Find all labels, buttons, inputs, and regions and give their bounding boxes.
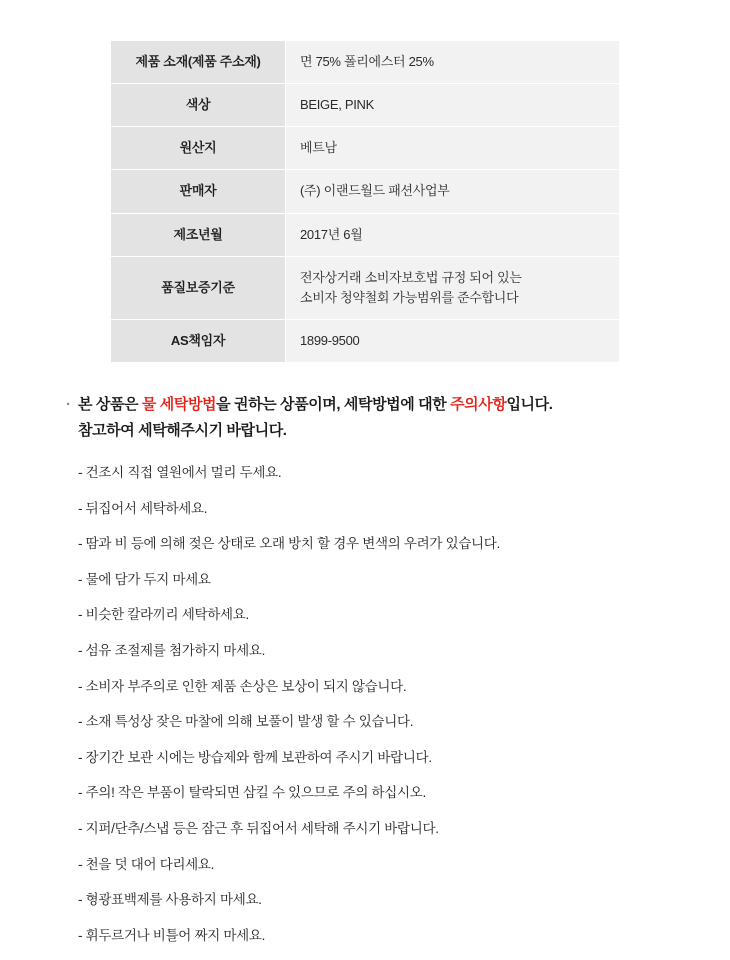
notice-text-part-2: 을 권하는 상품이며, 세탁방법에 대한 [216,396,451,413]
table-row [111,170,620,213]
list-item: - 소재 특성상 잦은 마찰에 의해 보풀이 발생 할 수 있습니다. [78,714,414,730]
product-spec-table [110,40,620,363]
spec-label-color: 색상 [111,84,286,127]
list-item: - 건조시 직접 열원에서 멀리 두세요. [78,465,282,480]
spec-label-seller: 판매자 [111,170,286,213]
notice-highlight-wash-method: 물 세탁방법 [141,396,217,413]
product-spec-table-container [110,40,620,363]
spec-value-line: 베트남 [300,140,337,156]
list-item: - 소비자 부주의로 인한 제품 손상은 보상이 되지 않습니다. [78,678,407,694]
spec-label-origin: 원산지 [111,127,286,170]
care-instruction-list [78,462,698,960]
spec-value-manufacture-date [286,213,620,256]
list-item: - 섬유 조절제를 첨가하지 마세요. [78,642,266,658]
spec-value-line: 전자상거래 소비자보호법 규정 되어 있는 [300,269,522,285]
spec-value-quality-warranty [286,256,620,319]
table-row [111,84,620,127]
spec-value-as-manager [286,319,620,362]
spec-label-quality-warranty: 품질보증기준 [111,256,286,319]
spec-value-color [286,84,620,127]
spec-value-line: 1899-9500 [300,332,360,348]
care-notice-line-2: 참고하여 세탁해주시기 바랍니다. [78,422,287,440]
list-item: - 형광표백제를 사용하지 마세요. [78,892,262,908]
table-row [111,213,620,256]
spec-value-line: 소비자 청약철회 가능범위를 준수합니다 [300,289,519,305]
care-notice-heading [66,392,686,445]
spec-value-line: BEIGE, PINK [300,97,375,113]
list-item: - 물에 담가 두지 마세요 [78,571,211,587]
notice-text-part-3: 입니다. [506,396,553,413]
spec-value-origin [286,127,620,170]
list-item: - 지퍼/단추/스냅 등은 잠근 후 뒤집어서 세탁해 주시기 바랍니다. [78,820,439,836]
list-item: - 땀과 비 등에 의해 젖은 상태로 오래 방치 할 경우 변색의 우려가 있습니다. [78,536,500,552]
list-item: - 주의! 작은 부품이 탈락되면 삼킬 수 있으므로 주의 하십시오. [78,785,426,801]
bullet-icon: · [66,396,71,413]
notice-text-part-1: 본 상품은 [78,396,142,413]
care-notice-line-1 [66,392,686,445]
table-row [111,41,620,84]
notice-highlight-caution: 주의사항 [450,396,507,413]
list-item: - 휘두르거나 비틀어 짜지 마세요. [78,927,266,943]
spec-label-manufacture-date: 제조년월 [111,213,286,256]
table-row [111,256,620,319]
spec-value-line: (주) 이랜드월드 패션사업부 [300,183,450,199]
spec-value-line: 면 75% 폴리에스터 25% [300,54,434,69]
spec-label-as-manager: AS책임자 [111,319,286,362]
list-item: - 장기간 보관 시에는 방습제와 함께 보관하여 주시기 바랍니다. [78,749,432,765]
list-item: - 비슷한 칼라끼리 세탁하세요. [78,607,249,623]
spec-label-material: 제품 소재(제품 주소재) [111,41,286,84]
list-item: - 천을 덧 대어 다리세요. [78,856,215,872]
care-notice-text [78,392,686,445]
spec-value-seller [286,170,620,213]
table-row [111,127,620,170]
list-item: - 뒤집어서 세탁하세요. [78,500,208,516]
spec-value-material [286,41,620,84]
table-row [111,319,620,362]
spec-value-line: 2017년 6월 [300,226,363,242]
product-spec-table-body [111,41,620,363]
